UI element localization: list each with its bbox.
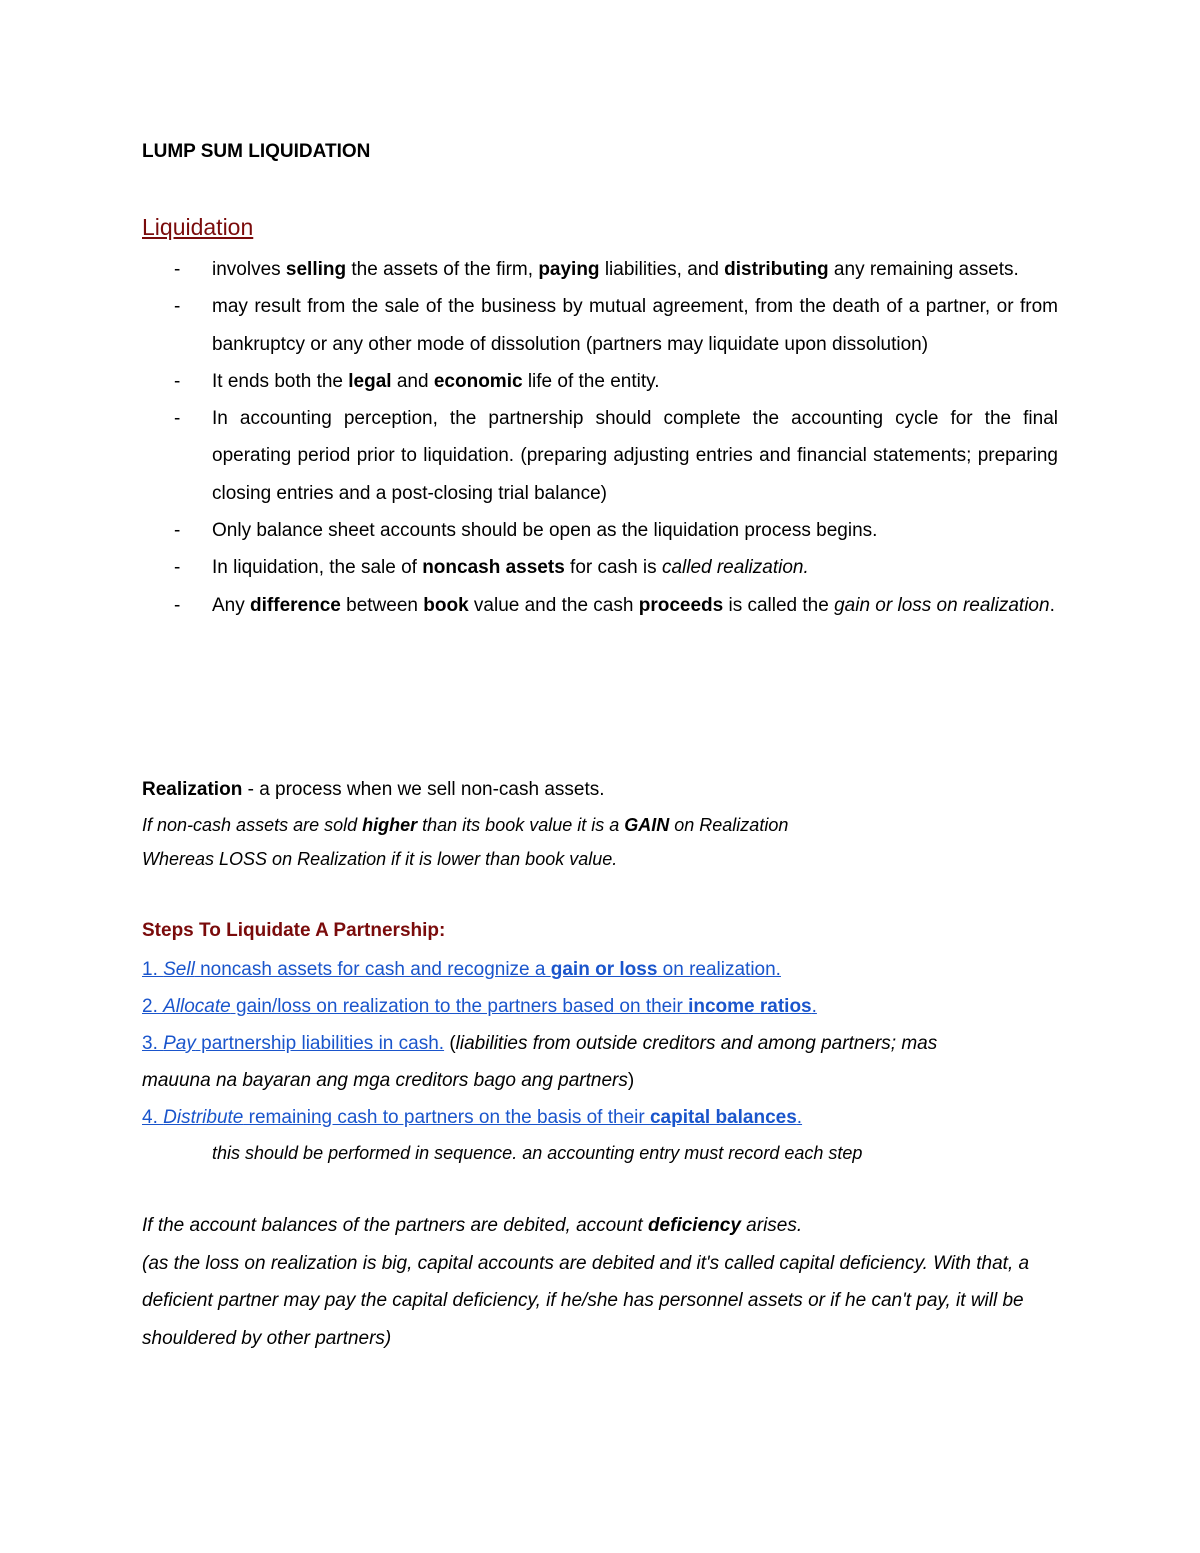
bullet-dash: - xyxy=(174,370,181,392)
realization-loss-line: Whereas LOSS on Realization if it is lower than book value. xyxy=(142,849,618,869)
step-2-number: 2. xyxy=(142,996,164,1017)
bullet-text: Only balance sheet accounts should be open as the liquidation process begins. xyxy=(212,520,878,542)
bullet-text: value and the cash xyxy=(468,594,639,616)
step-4 xyxy=(142,1099,802,1136)
step-2-text: gain/loss on realization to the partners based on their xyxy=(230,996,689,1017)
document-title: LUMP SUM LIQUIDATION xyxy=(142,141,371,162)
bullet-dash: - xyxy=(174,594,181,616)
bullet-text: difference xyxy=(250,594,341,616)
bullet-text: any remaining assets. xyxy=(828,259,1019,280)
step-3-note-b: mauuna na bayaran ang mga creditors bago ang partners xyxy=(142,1070,628,1091)
bullet-item xyxy=(142,251,1058,288)
bullet-text: gain or loss on realization xyxy=(834,594,1050,616)
bullet-text: book xyxy=(423,594,469,616)
bullet-item xyxy=(142,512,1058,549)
bullet-item xyxy=(142,363,1058,400)
steps-heading: Steps To Liquidate A Partnership: xyxy=(142,920,446,941)
bullet-text: liabilities, and xyxy=(599,259,725,280)
bullet-text: called realization. xyxy=(661,557,809,579)
section-heading-liquidation: Liquidation xyxy=(142,214,254,240)
bullet-text: between xyxy=(340,594,424,616)
deficiency-term: deficiency xyxy=(647,1215,741,1236)
bullet-text: In liquidation, the sale of xyxy=(212,557,423,579)
bullet-item xyxy=(142,587,1058,624)
bullet-text: It ends both the xyxy=(212,370,349,392)
bullet-text: . xyxy=(1049,594,1055,616)
bullet-text: distributing xyxy=(724,259,829,280)
bullet-dash: - xyxy=(174,408,181,430)
step-1-bold: gain or loss xyxy=(550,959,658,980)
gain-line-text-e: on Realization xyxy=(669,815,789,835)
step-3-note-close: ) xyxy=(627,1070,635,1091)
step-1-number: 1. xyxy=(142,959,164,980)
gain-line-gain: GAIN xyxy=(624,815,670,835)
step-3-continued xyxy=(142,1062,634,1099)
liquidation-bullet-list xyxy=(142,251,1058,624)
step-4-end: . xyxy=(796,1107,803,1128)
bullet-item xyxy=(142,400,1058,512)
bullet-text: paying xyxy=(538,259,600,280)
bullet-item xyxy=(142,288,1058,363)
step-2-end: . xyxy=(811,996,817,1017)
bullet-text: involves xyxy=(212,259,286,280)
step-1 xyxy=(142,951,781,988)
step-3-verb: Pay xyxy=(163,1033,196,1054)
bullet-text: the assets of the firm, xyxy=(346,259,539,280)
realization-definition-text: - a process when we sell non-cash assets. xyxy=(242,779,605,800)
bullet-dash: - xyxy=(174,520,181,542)
realization-term: Realization xyxy=(142,779,243,800)
step-2 xyxy=(142,988,817,1025)
step-3-text: partnership liabilities in cash. xyxy=(195,1033,445,1054)
bullet-text: may result from the sale of the business by mutual agreement, from the death of a partner, or from bankruptcy or any other mode of dissolution (partners may liquidate upon dissolution) xyxy=(212,296,1058,355)
bullet-text: selling xyxy=(285,259,347,280)
bullet-dash: - xyxy=(174,557,181,579)
step-3 xyxy=(142,1025,937,1062)
steps-sequence-note: this should be performed in sequence. an accounting entry must record each step xyxy=(212,1143,863,1163)
bullet-text: legal xyxy=(348,370,392,392)
bullet-text: life of the entity. xyxy=(522,370,660,392)
bullet-text: for cash is xyxy=(564,557,662,579)
bullet-text: In accounting perception, the partnership should complete the accounting cycle for the final operating period prior to liquidation. (preparing adjusting entries and financial statements; preparing closing entries and a post-closing trial balance) xyxy=(212,408,1058,504)
bullet-text: and xyxy=(391,370,434,392)
step-4-number: 4. xyxy=(142,1107,164,1128)
bullet-text: economic xyxy=(433,370,523,392)
bullet-dash: - xyxy=(174,296,181,318)
step-4-text: remaining cash to partners on the basis of their xyxy=(243,1107,650,1128)
step-3-note-open: ( xyxy=(444,1033,456,1054)
deficiency-text-c: arises. xyxy=(740,1215,803,1236)
deficiency-paragraph xyxy=(142,1207,1060,1357)
bullet-dash: - xyxy=(174,259,181,280)
bullet-text: is called the xyxy=(723,594,835,616)
realization-gain-line xyxy=(142,815,788,836)
realization-definition xyxy=(142,772,605,808)
deficiency-explanation: (as the loss on realization is big, capital accounts are debited and it's called capital deficiency. With that, a deficient partner may pay the capital deficiency, if he/she has personnel assets or if he can't pay, it will be shouldered by other partners) xyxy=(142,1252,1030,1349)
step-4-verb: Distribute xyxy=(163,1107,244,1128)
gain-line-text-a: If non-cash assets are sold xyxy=(142,815,363,835)
step-3-number: 3. xyxy=(142,1033,164,1054)
step-1-end: on realization. xyxy=(657,959,781,980)
bullet-text: noncash assets xyxy=(422,557,565,579)
step-2-bold: income ratios xyxy=(688,996,812,1017)
bullet-text: Any xyxy=(212,594,251,616)
gain-line-text-c: than its book value it is a xyxy=(417,815,625,835)
bullet-item xyxy=(142,549,1058,586)
gain-line-higher: higher xyxy=(362,815,418,835)
step-1-verb: Sell xyxy=(163,959,195,980)
deficiency-text-a: If the account balances of the partners are debited, account xyxy=(142,1215,648,1236)
step-1-text: noncash assets for cash and recognize a xyxy=(194,959,551,980)
deficiency-line xyxy=(142,1207,1060,1245)
step-3-note-a: liabilities from outside creditors and among partners; mas xyxy=(455,1033,938,1054)
step-4-bold: capital balances xyxy=(649,1107,797,1128)
bullet-text: proceeds xyxy=(638,594,724,616)
step-2-verb: Allocate xyxy=(163,996,231,1017)
